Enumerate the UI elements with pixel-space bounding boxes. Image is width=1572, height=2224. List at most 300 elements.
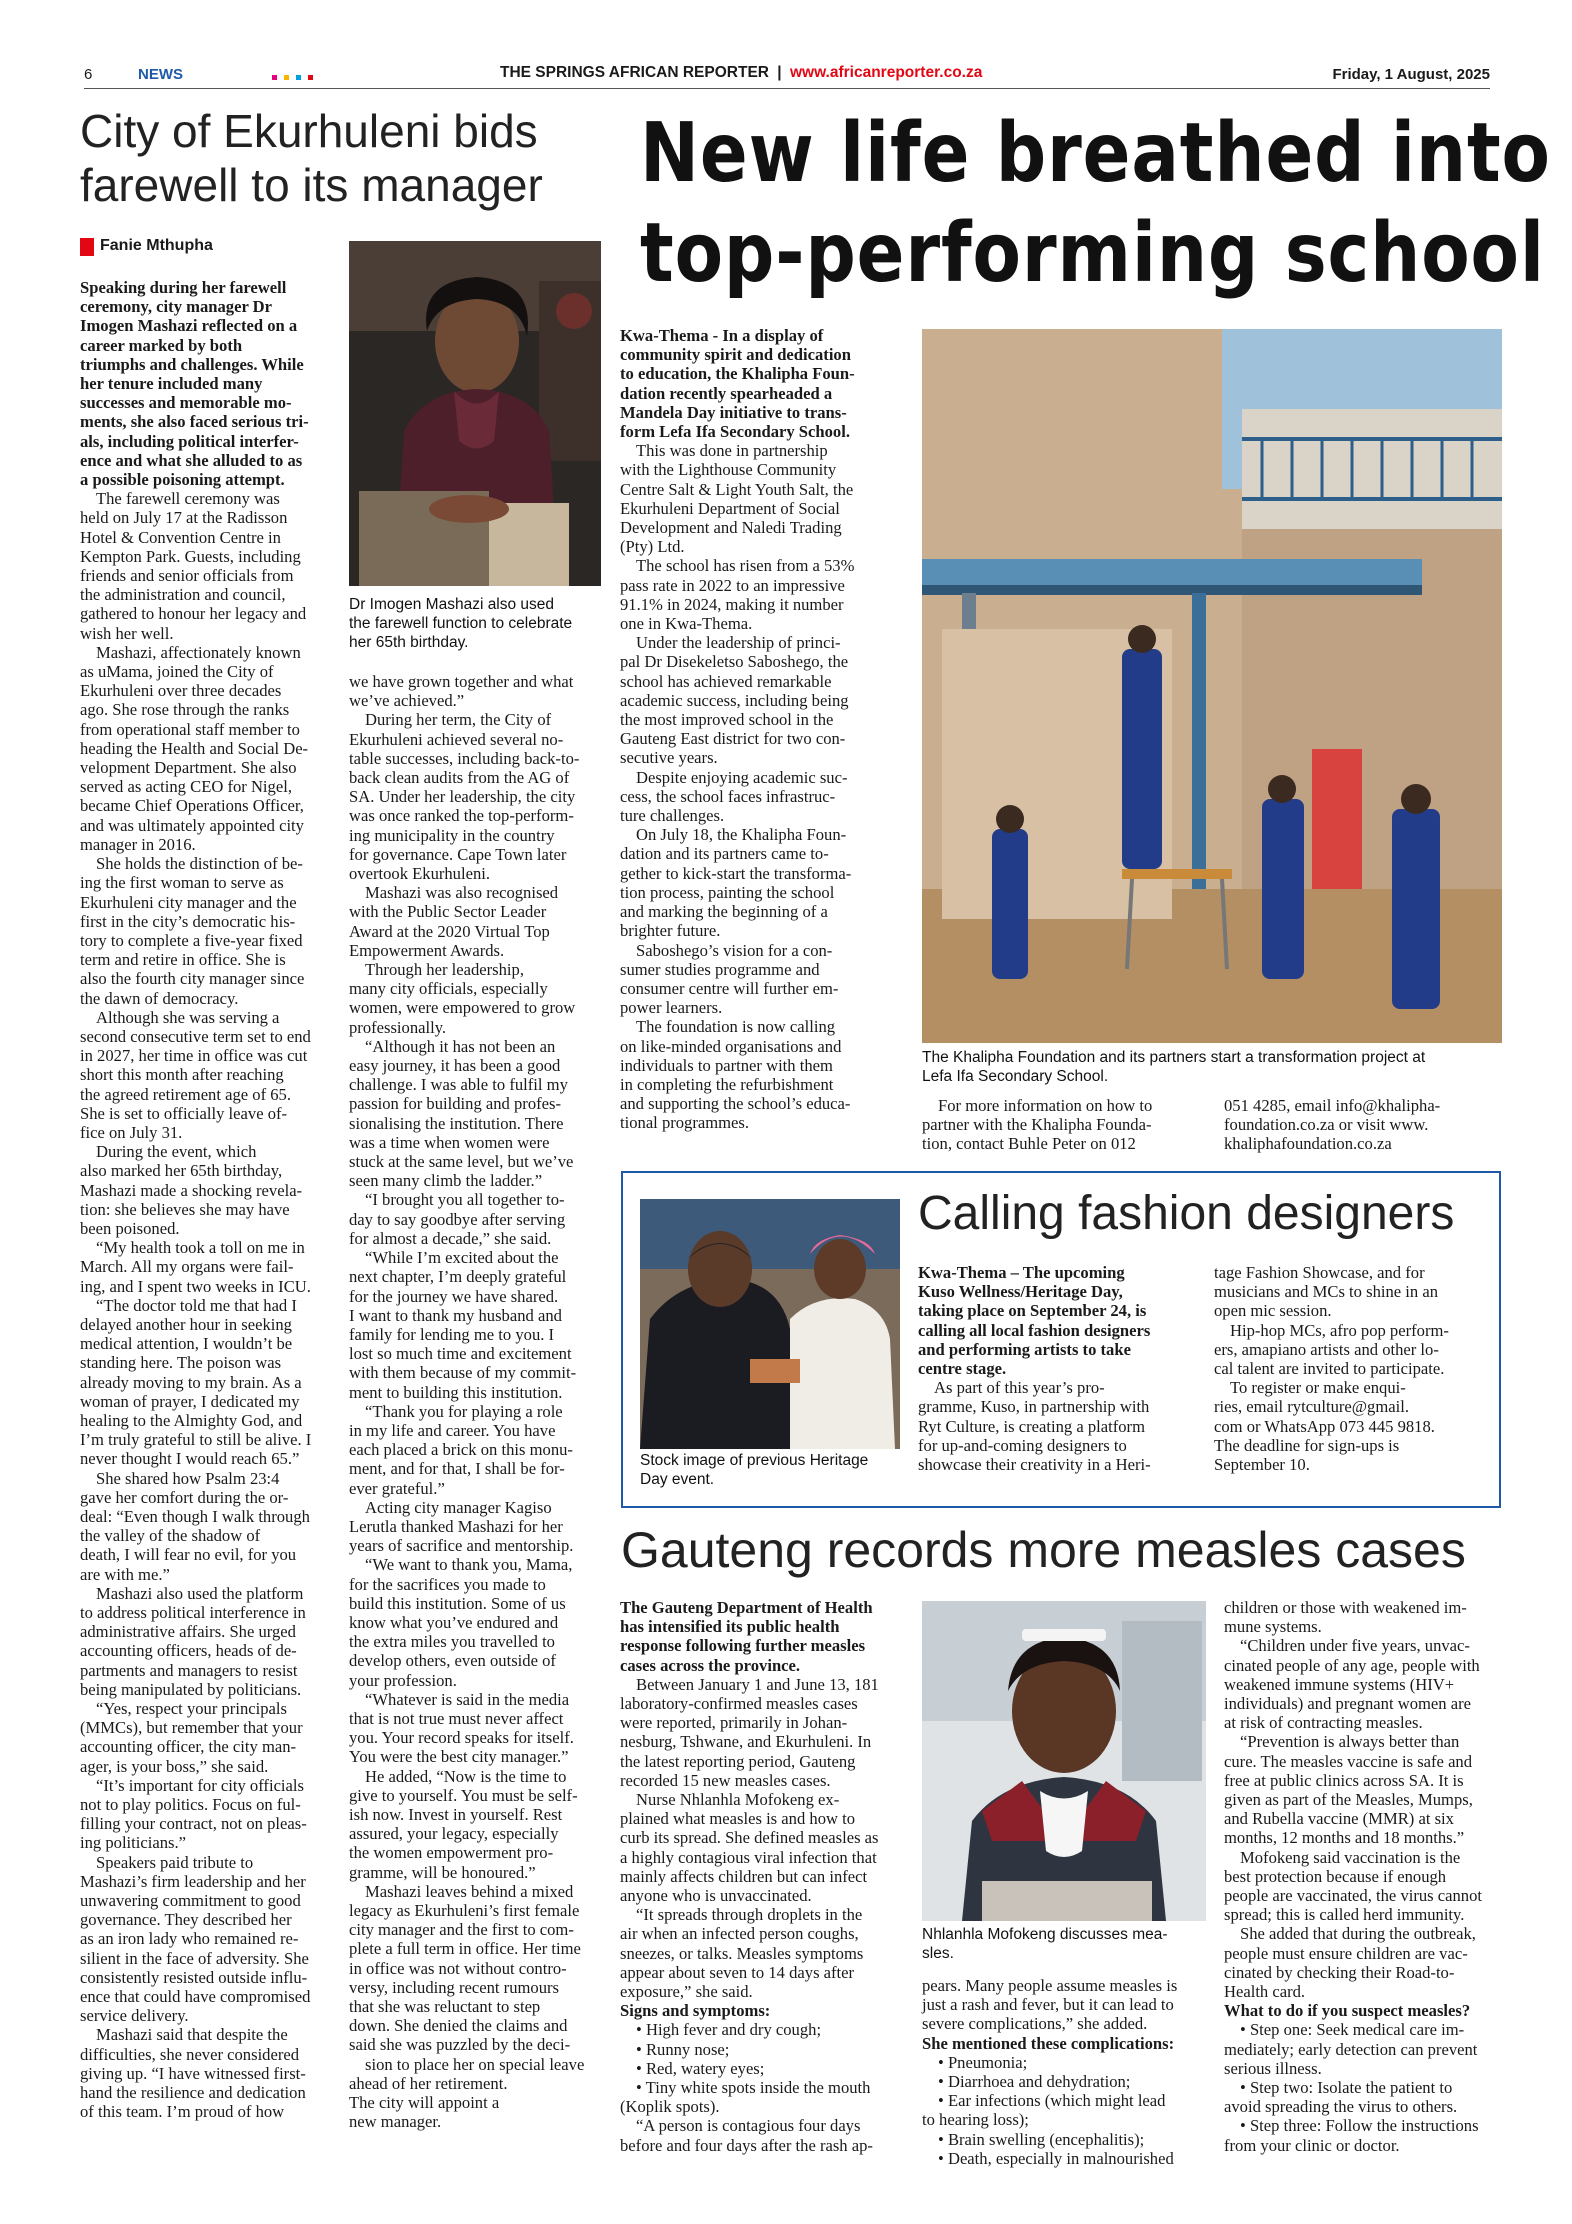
text-line: before and four days after the rash ap- [620, 2135, 873, 2155]
text-line: has intensified its public health [620, 1617, 840, 1637]
text-line: partments and managers to resist [80, 1660, 298, 1680]
separator: | [777, 64, 782, 81]
text-line: that she was reluctant to step [349, 1997, 541, 2017]
text-line: administrative affairs. She urged [80, 1622, 296, 1642]
text-line: 91.1% in 2024, making it number [620, 594, 844, 614]
text-line: day to say goodbye after serving [349, 1209, 566, 1229]
text-line: ence that could have compromised [80, 1987, 311, 2007]
text-line: standing here. The poison was [80, 1353, 282, 1373]
article2-headline-line2: top-performing school [640, 206, 1545, 301]
text-line: Ekurhuleni over three decades [80, 681, 282, 701]
text-line: the women empowerment pro- [349, 1843, 554, 1863]
text-line: Mashazi leaves behind a mixed [365, 1881, 574, 1901]
text-line: “It’s important for city officials [96, 1775, 304, 1795]
text-line: from your clinic or doctor. [1224, 2135, 1400, 2155]
text-line: tory to complete a five-year fixed [80, 930, 303, 950]
text-line: back clean audits from the AG of [349, 768, 570, 788]
text-line: velopment Department. She also [80, 758, 297, 778]
text-line: been poisoned. [80, 1218, 180, 1238]
text-line: at risk of contracting measles. [1224, 1713, 1423, 1733]
mashazi-photo-caption [349, 595, 604, 652]
text-line: served as acting CEO for Nigel, [80, 777, 292, 797]
text-line: pal Dr Disekeletso Saboshego, the [620, 652, 849, 672]
nurse-photo-art [922, 1601, 1206, 1921]
text-line: for up-and-coming designers to [918, 1435, 1127, 1455]
text-line: and performing artists to take [918, 1339, 1131, 1359]
section-label[interactable]: NEWS [138, 66, 183, 83]
text-line: cinated people of any age, people with [1224, 1655, 1480, 1675]
article1-headline-line2: farewell to its manager [80, 159, 543, 211]
text-line: com or WhatsApp 073 445 9818. [1214, 1416, 1435, 1436]
text-line: Development and Naledi Trading [620, 518, 842, 538]
text-line: the administration and council, [80, 585, 286, 605]
text-line: ing, and I spent two weeks in ICU. [80, 1276, 311, 1296]
text-line: months, 12 months and 18 months.” [1224, 1828, 1465, 1848]
text-line: Health card. [1224, 1982, 1306, 2002]
text-line: consistently resisted outside influ- [80, 1967, 308, 1987]
text-line: “Prevention is always better than [1240, 1732, 1460, 1752]
nurse-photo-caption [922, 1925, 1206, 1963]
text-line: giving up. “I have witnessed first- [80, 2063, 306, 2083]
text-line: assured, your legacy, especially [349, 1824, 559, 1844]
text-line: as an iron lady who remained re- [80, 1929, 299, 1949]
text-line: from operational staff member to [80, 719, 300, 739]
text-line: ager, is your boss,” she said. [80, 1756, 269, 1776]
text-line: in my life and career. You have [349, 1420, 556, 1440]
text-line: mediately; early detection can prevent [1224, 2039, 1478, 2059]
text-line: legacy as Ekurhuleni’s first female [349, 1901, 580, 1920]
text-line: anyone who is unvaccinated. [620, 1886, 812, 1906]
text-line: friends and senior officials from [80, 566, 294, 586]
text-line: wish her well. [80, 623, 174, 643]
article2-headline [640, 104, 1551, 304]
text-line: “A person is contagious four days [636, 2116, 861, 2136]
text-line: • Diarrhoea and dehydration; [938, 2072, 1131, 2092]
text-line: avoid spreading the virus to others. [1224, 2097, 1458, 2117]
text-line: Under the leadership of princi- [636, 633, 841, 653]
text-line: unwavering commitment to good [80, 1891, 301, 1911]
text-line: stuck at the same level, but we’ve [349, 1152, 574, 1172]
text-line: ence and what she alluded to as [80, 450, 303, 470]
text-line: for almost a decade,” she said. [349, 1228, 552, 1248]
text-line: just a rash and fever, but it can lead to [922, 1995, 1174, 2015]
text-line: Mashazi made a shocking revela- [80, 1180, 303, 1200]
text-line: the latest reporting period, Gauteng [620, 1751, 856, 1771]
text-line: triumphs and challenges. While [80, 354, 304, 374]
text-line: for the sacrifices you made to [349, 1574, 546, 1594]
text-line: being manipulated by politicians. [80, 1679, 302, 1699]
article4-column1 [620, 1598, 900, 2155]
text-line: • Step three: Follow the instructions [1240, 2116, 1479, 2136]
text-line: manager in 2016. [80, 834, 196, 854]
text-line: give to yourself. You must be self- [349, 1785, 578, 1805]
text-line: Between January 1 and June 13, 181 [636, 1674, 879, 1694]
text-line: serious illness. [1224, 2058, 1322, 2078]
text-line: sion to place her on special leave [365, 2054, 585, 2074]
text-line: ers, amapiano artists and other lo- [1214, 1339, 1439, 1359]
text-line: The Gauteng Department of Health [620, 1598, 873, 1617]
text-line: exposure,” she said. [620, 1982, 753, 2002]
text-line: professionally. [349, 1017, 447, 1037]
text-line: “We want to thank you, Mama, [365, 1555, 573, 1575]
text-line: Mashazi was also recognised [365, 883, 559, 903]
text-line: Ekurhuleni achieved several no- [349, 729, 564, 749]
text-line: cess, the school faces infrastruc- [620, 786, 836, 806]
article1-headline [80, 104, 600, 212]
text-line: Although she was serving a [96, 1007, 280, 1027]
text-line: response following further measles [620, 1636, 866, 1656]
text-line: Hip-hop MCs, afro pop perform- [1230, 1320, 1449, 1340]
text-line: sionalising the institution. There [349, 1113, 564, 1133]
caption-line: Nhlanhla Mofokeng discusses mea- [922, 1926, 1168, 1943]
dot-red [308, 75, 313, 80]
text-line: ing municipality in the country [349, 825, 555, 845]
text-line: She is set to officially leave of- [80, 1103, 288, 1123]
text-line: service delivery. [80, 2006, 189, 2026]
text-line: successes and memorable mo- [80, 393, 292, 413]
text-line: As part of this year’s pro- [934, 1378, 1105, 1398]
text-line: mainly affects children but can infect [620, 1866, 868, 1886]
text-line: said she was puzzled by the deci- [349, 2035, 571, 2055]
text-line: cure. The measles vaccine is safe and [1224, 1751, 1473, 1771]
text-line: power learners. [620, 998, 723, 1018]
caption-line: The Khalipha Foundation and its partners start a transformation project at [922, 1049, 1426, 1066]
mashazi-photo-art [349, 241, 601, 586]
text-line: difficulties, she never considered [80, 2044, 300, 2064]
text-line: held on July 17 at the Radisson [80, 508, 288, 528]
text-line: know what you’ve endured and [349, 1612, 559, 1632]
text-line: on like-minded organisations and [620, 1036, 842, 1056]
text-line: nesburg, Tshwane, and Ekurhuleni. In [620, 1732, 872, 1752]
text-line: your profession. [349, 1670, 457, 1690]
mashazi-photo [349, 241, 601, 586]
text-line: gave her comfort during the or- [80, 1487, 289, 1507]
text-line: also marked her 65th birthday, [80, 1161, 283, 1181]
text-line: not to play politics. Focus on ful- [80, 1795, 301, 1815]
text-line: individuals to partner with them [620, 1055, 833, 1075]
text-line: Kempton Park. Guests, including [80, 546, 301, 566]
text-line: Mofokeng said vaccination is the [1240, 1847, 1461, 1867]
text-line: people must ensure children are vac- [1224, 1943, 1468, 1963]
text-line: tage Fashion Showcase, and for [1214, 1263, 1425, 1282]
text-line: Mashazi also used the platform [96, 1583, 304, 1603]
text-line: filling your contract, not on pleas- [80, 1814, 307, 1834]
text-line: with the Public Sector Leader [349, 902, 547, 922]
text-line: death, I will fear no evil, for you [80, 1545, 297, 1565]
text-line: and supporting the school’s educa- [620, 1094, 851, 1114]
text-line: open mic session. [1214, 1301, 1332, 1321]
text-line: with them because of my commit- [349, 1363, 577, 1383]
text-line: lost so much time and excitement [349, 1344, 572, 1364]
text-line: centre stage. [918, 1359, 1007, 1379]
text-line: accounting officers, heads of de- [80, 1641, 297, 1661]
text-line: ago. She rose through the ranks [80, 700, 290, 720]
text-line: “The doctor told me that had I [96, 1295, 297, 1315]
text-line: Acting city manager Kagiso [365, 1497, 552, 1517]
text-line: in office was not without contro- [349, 1958, 567, 1978]
text-line: • Ear infections (which might lead [938, 2091, 1166, 2111]
text-line: the agreed retirement age of 65. [80, 1084, 292, 1104]
text-line: secutive years. [620, 748, 718, 768]
text-line: “My health took a toll on me in [96, 1238, 305, 1258]
text-line: “I brought you all together to- [365, 1190, 565, 1210]
article3-column1 [918, 1263, 1200, 1474]
text-line: • Pneumonia; [938, 2052, 1028, 2072]
text-line: (MMCs), but remember that your [80, 1718, 303, 1738]
text-line: school has achieved remarkable [620, 671, 832, 691]
text-line: overtook Ekurhuleni. [349, 864, 491, 884]
text-line: Kwa-Thema – The upcoming [918, 1263, 1125, 1282]
text-line: air when an infected person coughs, [620, 1924, 859, 1944]
text-line: woman of prayer, I dedicated my [80, 1391, 300, 1411]
text-line: passion for building and profes- [349, 1094, 561, 1114]
text-line: we’ve achieved.” [349, 691, 465, 711]
text-line: family for lending me to you. I [349, 1324, 555, 1344]
text-line: of this team. I’m proud of how [80, 2102, 285, 2122]
text-line: seen many climb the ladder.” [349, 1171, 543, 1191]
text-line: cases across the province. [620, 1655, 801, 1675]
text-line: academic success, including being [620, 690, 849, 710]
article3-headline: Calling fashion designers [918, 1187, 1455, 1240]
caption-line: Stock image of previous Heritage [640, 1452, 869, 1469]
text-line: the extra miles you travelled to [349, 1632, 555, 1652]
text-line: deal: “Even though I walk through [80, 1507, 310, 1526]
text-line: “Thank you for playing a role [365, 1401, 563, 1421]
article1-byline: Fanie Mthupha [100, 237, 213, 254]
text-line: consumer centre will further em- [620, 978, 839, 998]
text-line: years of sacrifice and mentorship. [349, 1536, 574, 1556]
text-line: foundation.co.za or visit www. [1224, 1115, 1429, 1135]
text-line: gether to kick-start the transforma- [620, 863, 852, 883]
publication-name: THE SPRINGS AFRICAN REPORTER [500, 64, 769, 81]
text-line: mune systems. [1224, 1617, 1322, 1637]
article4-column2 [922, 1976, 1212, 2168]
text-line: Ryt Culture, is creating a platform [918, 1416, 1145, 1436]
text-line: heading the Health and Social De- [80, 738, 309, 758]
text-line: city manager and the first to com- [349, 1920, 574, 1940]
caption-line: sles. [922, 1945, 954, 1962]
text-line: brighter future. [620, 921, 721, 941]
text-line: already moving to my brain. As a [80, 1372, 302, 1392]
text-line: ture challenges. [620, 806, 725, 826]
text-line: each placed a brick on this monu- [349, 1440, 573, 1460]
text-line: The foundation is now calling [636, 1017, 836, 1037]
caption-line: Day event. [640, 1471, 715, 1488]
text-line: showcase their creativity in a Heri- [918, 1455, 1151, 1475]
text-line: her tenure included many [80, 374, 263, 394]
text-line: with the Lighthouse Community [620, 460, 837, 480]
text-line: first in the city’s democratic his- [80, 911, 296, 931]
caption-line: the farewell function to celebrate [349, 615, 573, 632]
publication-line [500, 64, 982, 82]
section-color-dots [272, 75, 322, 81]
text-line: What to do if you suspect measles? [1224, 2001, 1471, 2021]
text-line: You were the best city manager.” [349, 1747, 569, 1767]
text-line: to education, the Khalipha Foun- [620, 364, 855, 384]
text-line: weakened immune systems (HIV+ [1224, 1674, 1455, 1694]
text-line: Empowerment Awards. [349, 940, 505, 960]
text-line: accounting officer, the city man- [80, 1737, 297, 1757]
text-line: • Tiny white spots inside the mouth [636, 2078, 871, 2098]
text-line: that is not true must never affect [349, 1708, 564, 1728]
caption-line: Lefa Ifa Secondary School. [922, 1068, 1109, 1085]
text-line: free at public clinics across SA. It is [1224, 1770, 1464, 1790]
text-line: Mashazi’s firm leadership and her [80, 1871, 306, 1891]
text-line: Kuso Wellness/Heritage Day, [918, 1282, 1123, 1302]
text-line: musicians and MCs to shine in an [1214, 1282, 1438, 1302]
text-line: Mashazi said that despite the [96, 2025, 288, 2045]
text-line: taking place on September 24, is [918, 1301, 1147, 1321]
text-line: als, including political interfer- [80, 431, 299, 451]
text-line: spread; this is called herd immunity. [1224, 1905, 1465, 1925]
text-line: you. Your record speaks for itself. [349, 1728, 574, 1748]
text-line: ries, email rytculture@gmail. [1214, 1397, 1409, 1417]
text-line: She shared how Psalm 23:4 [96, 1468, 280, 1488]
text-line: ing politicians.” [80, 1833, 186, 1853]
text-line: form Lefa Ifa Secondary School. [620, 422, 850, 442]
text-line: hand the resilience and dedication [80, 2083, 306, 2103]
text-line: Lerutla thanked Mashazi for her [349, 1516, 563, 1536]
text-line: was once ranked the top-perform- [349, 806, 574, 826]
text-line: “Yes, respect your principals [96, 1699, 287, 1719]
text-line: for the journey we have shared. [349, 1286, 559, 1306]
text-line: cal talent are invited to participate. [1214, 1359, 1445, 1379]
text-line: partner with the Khalipha Founda- [922, 1115, 1152, 1135]
text-line: develop others, even outside of [349, 1651, 556, 1671]
text-line: second consecutive term set to end [80, 1026, 311, 1046]
text-line: (Pty) Ltd. [620, 537, 685, 557]
school-photo-caption [922, 1048, 1507, 1086]
text-line: fice on July 31. [80, 1122, 183, 1142]
article1-headline-line1: City of Ekurhuleni bids [80, 105, 538, 157]
heritage-photo-art [640, 1199, 900, 1449]
text-line: Signs and symptoms: [620, 2001, 771, 2021]
text-line: became Chief Operations Officer, [80, 796, 304, 816]
text-line: The farewell ceremony was [96, 489, 280, 509]
text-line: tion: she believes she may have [80, 1199, 290, 1219]
text-line: a possible poisoning attempt. [80, 470, 285, 490]
caption-line: her 65th birthday. [349, 634, 469, 651]
text-line: The city will appoint a [349, 2093, 500, 2113]
text-line: and marking the beginning of a [620, 902, 828, 922]
text-line: She mentioned these complications: [922, 2033, 1175, 2053]
text-line: SA. Under her leadership, the city [349, 787, 576, 807]
text-line: Mandela Day initiative to trans- [620, 402, 847, 422]
text-line: the dawn of democracy. [80, 988, 239, 1008]
text-line: plete a full term in office. Her time [349, 1939, 581, 1959]
text-line: Saboshego’s vision for a con- [636, 940, 833, 960]
text-line: • Red, watery eyes; [636, 2058, 765, 2078]
text-line: tion, contact Buhle Peter on 012 [922, 1134, 1136, 1154]
text-line: I’m truly grateful to still be alive. I [80, 1430, 312, 1450]
text-line: I want to thank my husband and [349, 1305, 562, 1325]
text-line: new manager. [349, 2112, 442, 2132]
text-line: laboratory-confirmed measles cases [620, 1694, 858, 1714]
text-line: ment, and for that, I shall be for- [349, 1459, 565, 1479]
text-line: were reported, primarily in Johan- [620, 1713, 848, 1733]
text-line: Despite enjoying academic suc- [636, 767, 848, 787]
article2-headline-line1: New life breathed into [640, 106, 1551, 201]
text-line: sneezes, or talks. Measles symptoms [620, 1943, 864, 1963]
text-line: This was done in partnership [636, 441, 828, 461]
text-line: pass rate in 2022 to an impressive [620, 575, 845, 595]
nurse-photo [922, 1601, 1206, 1921]
text-line: short this month after reaching [80, 1065, 284, 1085]
issue-date: Friday, 1 August, 2025 [1332, 66, 1490, 83]
text-line: ish now. Invest in yourself. Rest [349, 1804, 563, 1824]
byline-marker [80, 238, 94, 256]
website-link[interactable]: www.africanreporter.co.za [789, 64, 983, 81]
text-line: next chapter, I’m deeply grateful [349, 1267, 567, 1287]
text-line: Hotel & Convention Centre in [80, 527, 281, 547]
text-line: “While I’m excited about the [365, 1248, 559, 1268]
text-line: given as part of the Measles, Mumps, [1224, 1790, 1473, 1810]
text-line: (Koplik spots). [620, 2097, 720, 2117]
text-line: September 10. [1214, 1455, 1310, 1475]
text-line: table successes, including back-to- [349, 748, 580, 768]
text-line: tion process, painting the school [620, 882, 835, 902]
text-line: March. All my organs were fail- [80, 1257, 294, 1277]
text-line: ever grateful.” [349, 1478, 445, 1498]
text-line: “It spreads through droplets in the [636, 1905, 863, 1925]
text-line: ment to building this institution. [349, 1382, 563, 1402]
text-line: to address political interference in [80, 1603, 306, 1623]
text-line: Award at the 2020 Virtual Top [349, 921, 550, 941]
article1-column2 [349, 672, 601, 2131]
text-line: On July 18, the Khalipha Foun- [636, 825, 847, 845]
text-line: Centre Salt & Light Youth Salt, the [620, 479, 854, 499]
text-line: • Brain swelling (encephalitis); [938, 2129, 1145, 2149]
text-line: gramme, will be honoured.” [349, 1862, 536, 1882]
text-line: the valley of the shadow of [80, 1526, 261, 1546]
text-line: Ekurhuleni city manager and the [80, 892, 297, 912]
heritage-photo [640, 1199, 900, 1449]
article2-column3 [1224, 1096, 1504, 1154]
text-line: The school has risen from a 53% [636, 556, 855, 576]
text-line: challenge. I was able to fulfil my [349, 1075, 568, 1095]
dot-cyan [296, 75, 301, 80]
heritage-photo-caption [640, 1451, 900, 1489]
text-line: we have grown together and what [349, 672, 574, 691]
text-line: never thought I would reach 65.” [80, 1449, 300, 1469]
page-number: 6 [84, 66, 93, 83]
text-line: easy journey, it has been a good [349, 1056, 561, 1076]
text-line: Speaking during her farewell [80, 278, 287, 297]
text-line: healing to the Almighty God, and [80, 1410, 303, 1430]
text-line: and was ultimately appointed city [80, 815, 304, 835]
text-line: delayed another hour in seeking [80, 1314, 292, 1334]
text-line: and Rubella vaccine (MMR) at six [1224, 1809, 1454, 1829]
text-line: career marked by both [80, 335, 243, 355]
text-line: in completing the refurbishment [620, 1074, 834, 1094]
text-line: women, were empowered to grow [349, 998, 576, 1018]
text-line: are with me.” [80, 1564, 170, 1584]
text-line: individuals) and pregnant women are [1224, 1694, 1471, 1714]
school-painting-photo [922, 329, 1502, 1043]
text-line: During her term, the City of [365, 710, 552, 730]
text-line: Ekurhuleni Department of Social [620, 498, 840, 518]
dot-magenta [272, 75, 277, 80]
text-line: down. She denied the claims and [349, 2016, 568, 2036]
text-line: in 2027, her time in office was cut [80, 1046, 308, 1066]
text-line: To register or make enqui- [1230, 1378, 1406, 1398]
text-line: calling all local fashion designers [918, 1320, 1151, 1340]
text-line: sumer studies programme and [620, 959, 820, 979]
text-line: For more information on how to [938, 1096, 1153, 1115]
text-line: Kwa-Thema - In a display of [620, 326, 824, 345]
text-line: He added, “Now is the time to [365, 1766, 567, 1786]
text-line: a highly contagious viral infection that [620, 1847, 877, 1867]
